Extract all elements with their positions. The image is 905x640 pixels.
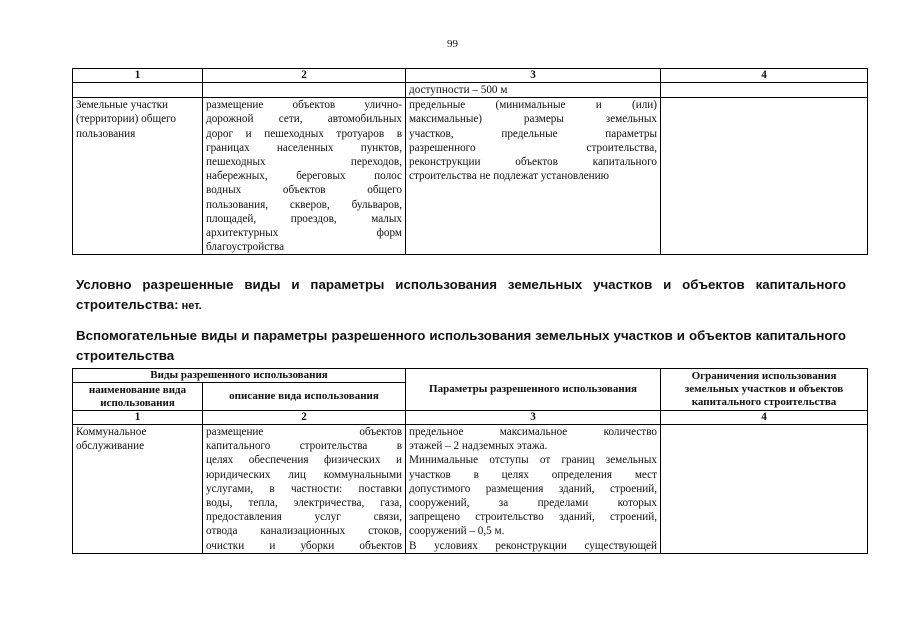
- parameters-line: участков, предельные параметры: [409, 127, 657, 140]
- parameters-line: предельные (минимальные и (или): [409, 99, 657, 112]
- description-line: предоставления услуг связи,: [206, 511, 403, 524]
- header-row-1: [73, 369, 868, 383]
- description-line: услугами, в частности: поставки: [206, 482, 403, 495]
- auxiliary-uses-heading: Вспомогательные виды и параметры разрешенного использования земельных участков и объектов капитального строительства: [76, 328, 846, 363]
- col-number-4: 4: [661, 69, 868, 83]
- parameters-line: максимальные) размеры земельных: [409, 113, 657, 126]
- parameters-line: разрешенного строительства,: [409, 141, 657, 154]
- conditional-uses-heading: [76, 275, 846, 316]
- parameters-line: В условиях реконструкции существующей: [409, 539, 658, 552]
- col-number-3: 3: [406, 69, 661, 83]
- description-line: юридических лиц коммунальными: [206, 468, 403, 481]
- header-restrictions: Ограничения использования земельных участков и объектов капитального строительства: [661, 369, 868, 411]
- use-description-cell: [203, 425, 406, 554]
- description-line: границах населенных пунктов,: [206, 141, 402, 154]
- description-line: воды, тепла, электричества, газа,: [206, 497, 403, 510]
- continuation-row: [73, 83, 868, 98]
- col-number-4: 4: [661, 411, 868, 425]
- parameters-line: запрещено строительство зданий, строений,: [409, 511, 658, 524]
- description-line: водных объектов общего: [206, 184, 402, 197]
- col-number-1: 1: [73, 69, 203, 83]
- parameters-line: сооружений – 0,5 м.: [409, 525, 505, 538]
- use-name-line: пользования: [76, 127, 136, 140]
- description-line: архитектурных форм: [206, 227, 402, 240]
- conditional-uses-heading-text: Условно разрешенные виды и параметры использования земельных участков и объектов капитального строительства:: [76, 277, 846, 312]
- table-row: [73, 98, 868, 255]
- col-number-3: 3: [406, 411, 661, 425]
- description-line: площадей, проездов, малых: [206, 212, 402, 225]
- description-line: дорог и пешеходных тротуаров в: [206, 127, 402, 140]
- parameters-line: строительства не подлежат установлению: [409, 170, 609, 183]
- use-name-line: Коммунальное: [76, 426, 147, 438]
- description-line: капитального строительства в: [206, 440, 403, 453]
- use-description-cell: [203, 98, 406, 255]
- parameters-cell: [406, 98, 661, 255]
- continuation-cell-restrictions: [661, 83, 868, 98]
- description-line: набережных, береговых полос: [206, 170, 402, 183]
- page-number: 99: [447, 38, 458, 50]
- table-row: [73, 425, 868, 554]
- header-use-types: Виды разрешенного использования: [73, 369, 406, 383]
- use-name-cell: [73, 425, 203, 554]
- continuation-cell-parameters: доступности – 500 м: [406, 83, 661, 98]
- column-number-row: [73, 69, 868, 83]
- header-parameters: Параметры разрешенного использования: [406, 369, 661, 411]
- restrictions-cell: [661, 425, 868, 554]
- description-line: отвода канализационных стоков,: [206, 525, 403, 538]
- use-name-line: обслуживание: [76, 440, 145, 453]
- description-line: пешеходных переходов,: [206, 156, 402, 169]
- parameters-line: допустимого размещения зданий, строений,: [409, 482, 658, 495]
- land-use-table-continued: [72, 68, 868, 255]
- parameters-line: реконструкции объектов капитального: [409, 156, 657, 169]
- col-number-1: 1: [73, 411, 203, 425]
- use-name-line: Земельные участки: [76, 99, 169, 112]
- auxiliary-uses-table: [72, 368, 868, 554]
- parameters-cell: [406, 425, 661, 554]
- header-use-description: описание вида использования: [203, 383, 406, 411]
- description-line: благоустройства: [206, 241, 285, 254]
- parameters-line: этажей – 2 надземных этажа.: [409, 440, 548, 453]
- use-name-line: (территории) общего: [76, 113, 176, 126]
- description-line: размещение объектов улично-: [206, 99, 402, 112]
- description-line: целях обеспечения физических и: [206, 454, 403, 467]
- col-number-2: 2: [203, 69, 406, 83]
- header-use-name: наименование вида использования: [73, 383, 203, 411]
- description-line: дорожной сети, автомобильных: [206, 113, 402, 126]
- description-line: пользования, скверов, бульваров,: [206, 198, 402, 211]
- use-name-cell: [73, 98, 203, 255]
- restrictions-cell: [661, 98, 868, 255]
- column-number-row: [73, 411, 868, 425]
- continuation-cell-name: [73, 83, 203, 98]
- description-line: очистки и уборки объектов: [206, 539, 403, 552]
- continuation-cell-description: [203, 83, 406, 98]
- conditional-uses-value: нет.: [178, 300, 202, 312]
- description-line: размещение объектов: [206, 426, 403, 438]
- col-number-2: 2: [203, 411, 406, 425]
- parameters-line: предельное максимальное количество: [409, 426, 658, 438]
- parameters-line: сооружений, за пределами которых: [409, 497, 658, 510]
- parameters-line: участков в целях определения мест: [409, 468, 658, 481]
- parameters-line: Минимальные отступы от границ земельных: [409, 454, 658, 467]
